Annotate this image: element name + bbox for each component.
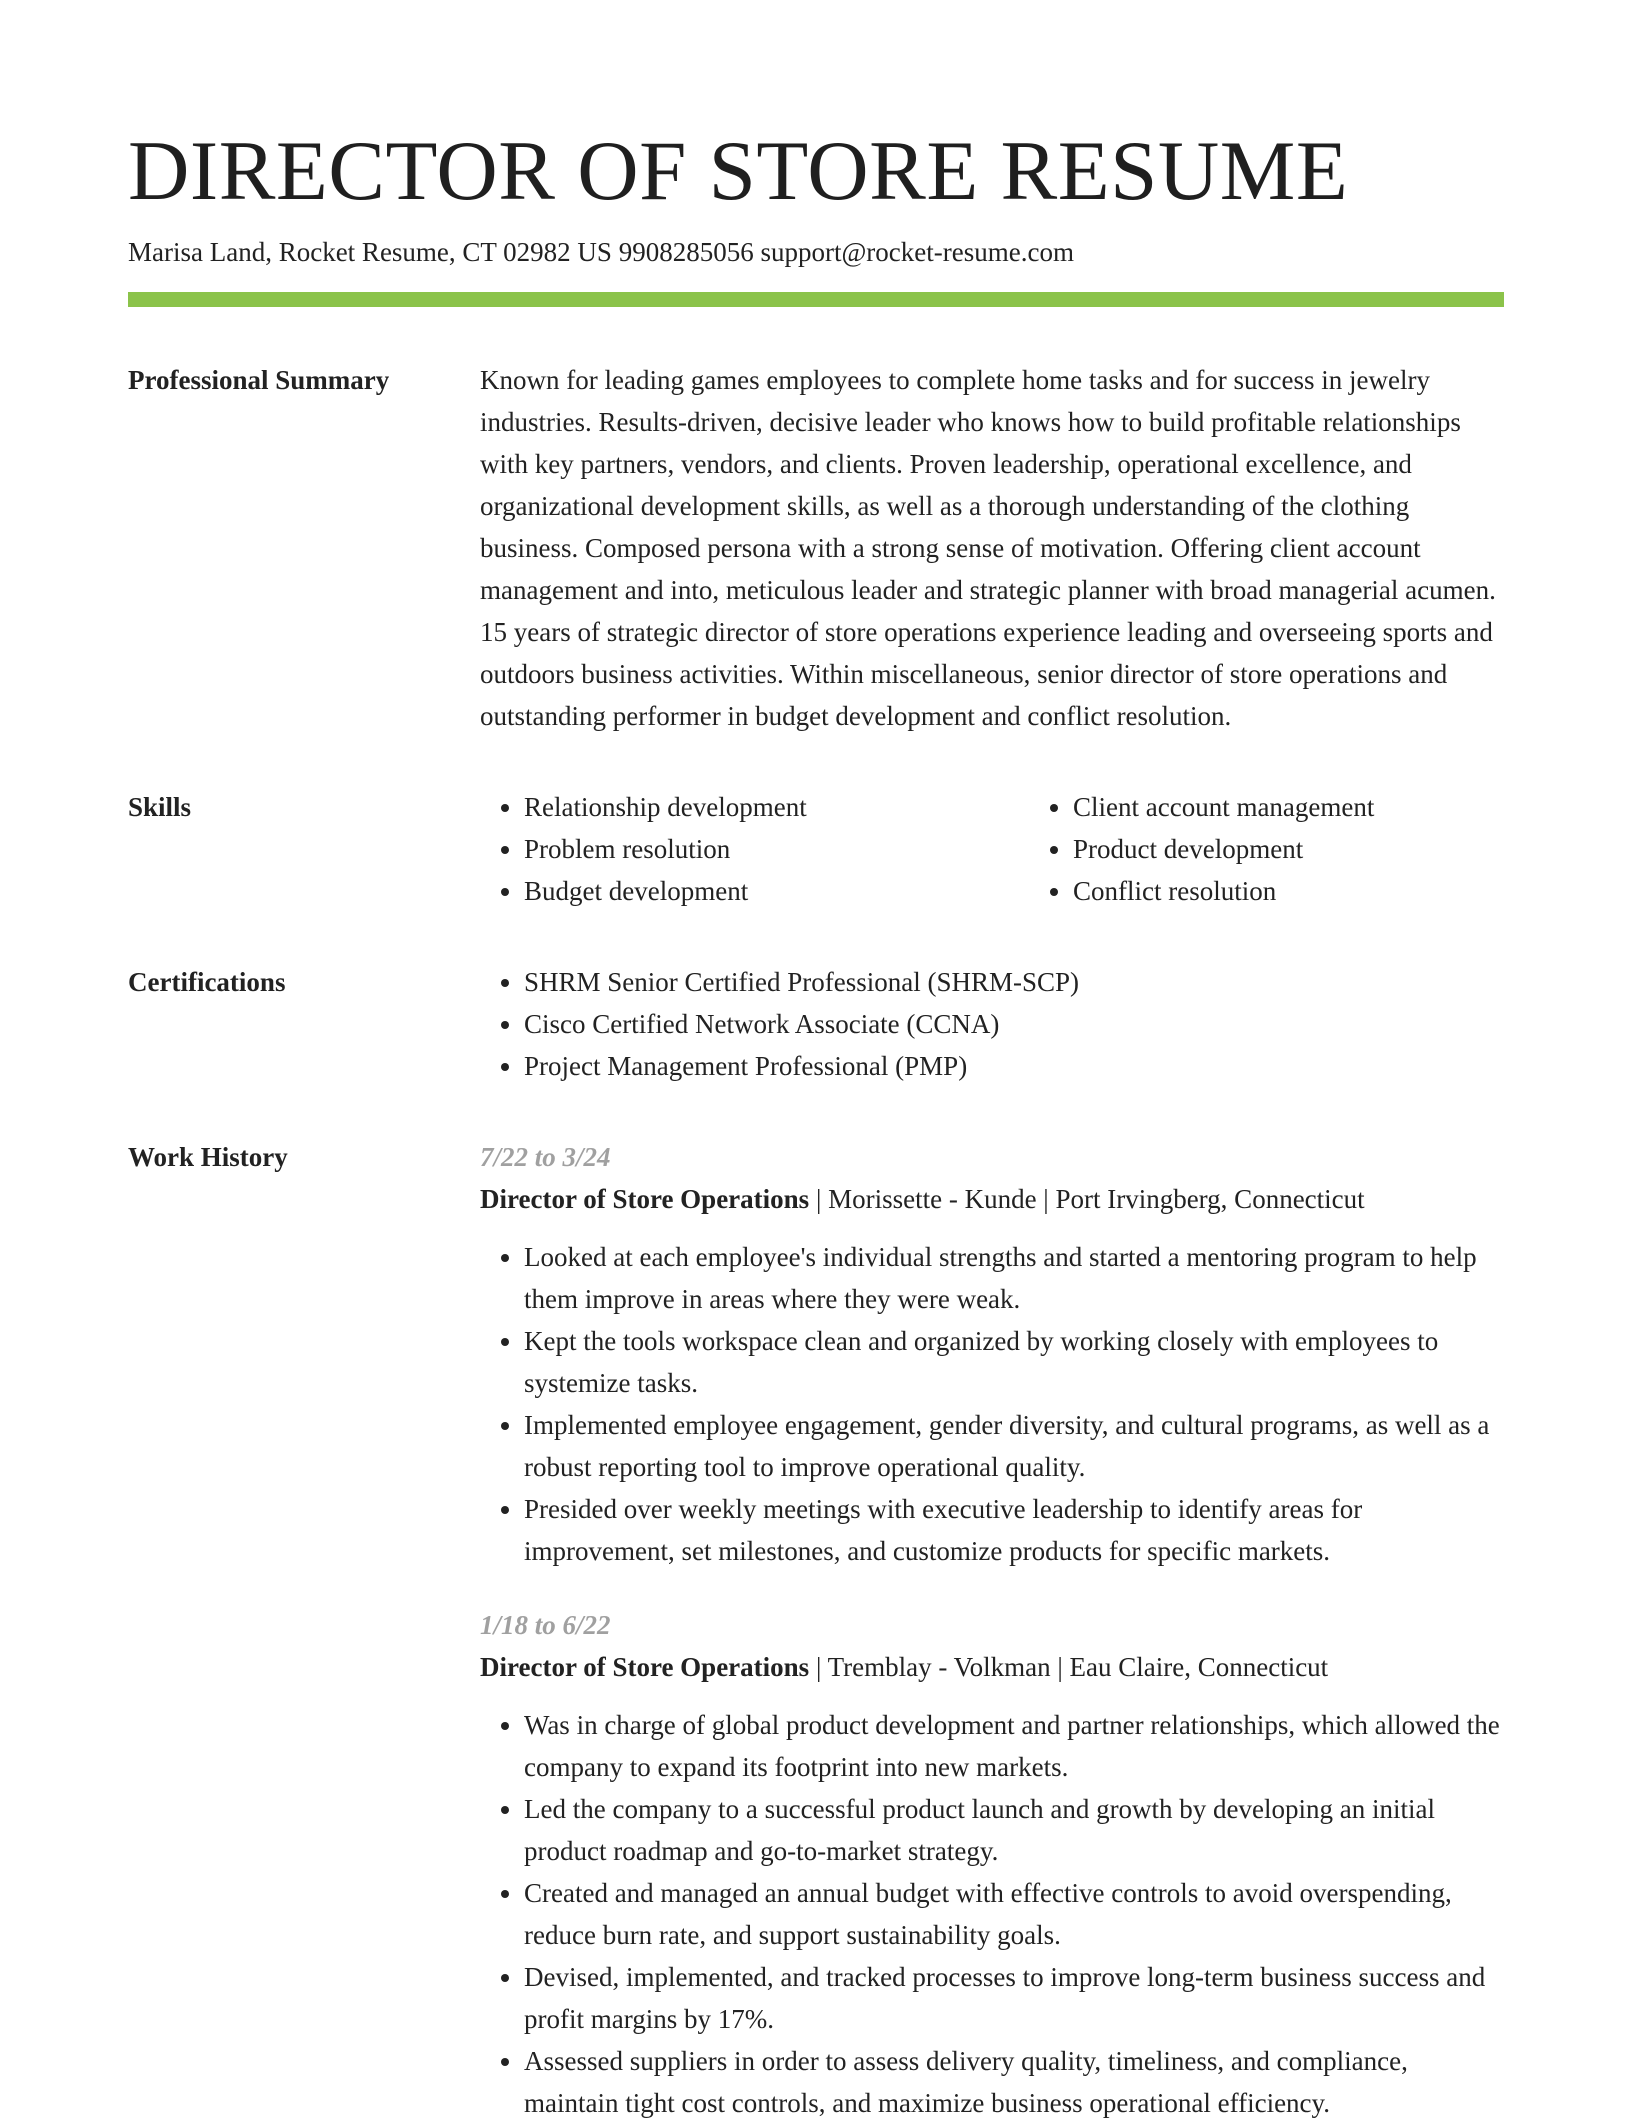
skills-list-left	[480, 786, 1029, 912]
summary-section	[128, 359, 1504, 737]
certifications-list	[480, 961, 1504, 1087]
job-bullet: • Kept the tools workspace clean and organized by working closely with employees to systemize tasks.	[524, 1320, 1504, 1404]
certification-item: • SHRM Senior Certified Professional (SHRM-SCP)	[524, 961, 1504, 1003]
skill-item: • Conflict resolution	[1073, 870, 1578, 912]
job-bullet: • Created and managed an annual budget with effective controls to avoid overspending, reduce burn rate, and support sustainability goals.	[524, 1872, 1504, 1956]
job-company-location: | Morissette - Kunde | Port Irvingberg, Connecticut	[809, 1184, 1365, 1214]
job-bullet: • Devised, implemented, and tracked processes to improve long-term business success and profit margins by 17%.	[524, 1956, 1504, 2040]
job-header	[480, 1646, 1504, 1688]
resume-title: DIRECTOR OF STORE RESUME	[128, 124, 1349, 218]
certifications-section	[128, 961, 1504, 1087]
certification-item: • Cisco Certified Network Associate (CCNA)	[524, 1003, 1504, 1045]
skill-item: • Client account management	[1073, 786, 1578, 828]
certifications-heading: Certifications	[128, 967, 286, 997]
work-history-heading: Work History	[128, 1142, 288, 1172]
certification-item: • Project Management Professional (PMP)	[524, 1045, 1504, 1087]
summary-text: Known for leading games employees to complete home tasks and for success in jewelry industries. Results-driven, decisive leader who knows how to build profitable relationships with key partners, vendors, and clients. Proven leadership, operational excellence, and organizational development skills, as well as a thorough understanding of the clothing business. Composed persona with a strong sense of motivation. Offering client account management and into, meticulous leader and strategic planner with broad managerial acumen. 15 years of strategic director of store operations experience leading and overseeing sports and outdoors business activities. Within miscellaneous, senior director of store operations and outstanding performer in budget development and conflict resolution.	[480, 365, 1496, 731]
job-title: Director of Store Operations	[480, 1184, 810, 1214]
job-dates: 7/22 to 3/24	[480, 1142, 611, 1172]
skill-item: • Problem resolution	[524, 828, 1029, 870]
job-bullet: • Was in charge of global product development and partner relationships, which allowed the company to expand its footprint into new markets.	[524, 1704, 1504, 1788]
job-title: Director of Store Operations	[480, 1652, 810, 1682]
job-bullets	[480, 1236, 1504, 1572]
skills-heading: Skills	[128, 792, 192, 822]
job-bullet: • Presided over weekly meetings with executive leadership to identify areas for improvement, set milestones, and customize products for specific markets.	[524, 1488, 1504, 1572]
skills-section	[128, 786, 1504, 912]
contact-line: Marisa Land, Rocket Resume, CT 02982 US 9908285056 support@rocket-resume.com	[128, 237, 1074, 267]
header-divider	[128, 292, 1504, 307]
skill-item: • Budget development	[524, 870, 1029, 912]
job-company-location: | Tremblay - Volkman | Eau Claire, Connecticut	[809, 1652, 1329, 1682]
job-dates: 1/18 to 6/22	[480, 1610, 611, 1640]
job-bullet: • Implemented employee engagement, gender diversity, and cultural programs, as well as a robust reporting tool to improve operational quality.	[524, 1404, 1504, 1488]
job-bullet: • Assessed suppliers in order to assess delivery quality, timeliness, and compliance, maintain tight cost controls, and maximize business operational efficiency.	[524, 2040, 1504, 2124]
job-bullet: • Looked at each employee's individual strengths and started a mentoring program to help them improve in areas where they were weak.	[524, 1236, 1504, 1320]
job-entry	[480, 1136, 1504, 1572]
job-bullets	[480, 1704, 1504, 2124]
job-bullet: • Led the company to a successful product launch and growth by developing an initial product roadmap and go-to-market strategy.	[524, 1788, 1504, 1872]
skills-list-right	[1029, 786, 1578, 912]
skill-item: • Product development	[1073, 828, 1578, 870]
skill-item: • Relationship development	[524, 786, 1029, 828]
job-entry	[480, 1604, 1504, 2124]
work-history-section	[128, 1136, 1504, 2124]
summary-heading: Professional Summary	[128, 365, 390, 395]
job-header	[480, 1178, 1504, 1220]
